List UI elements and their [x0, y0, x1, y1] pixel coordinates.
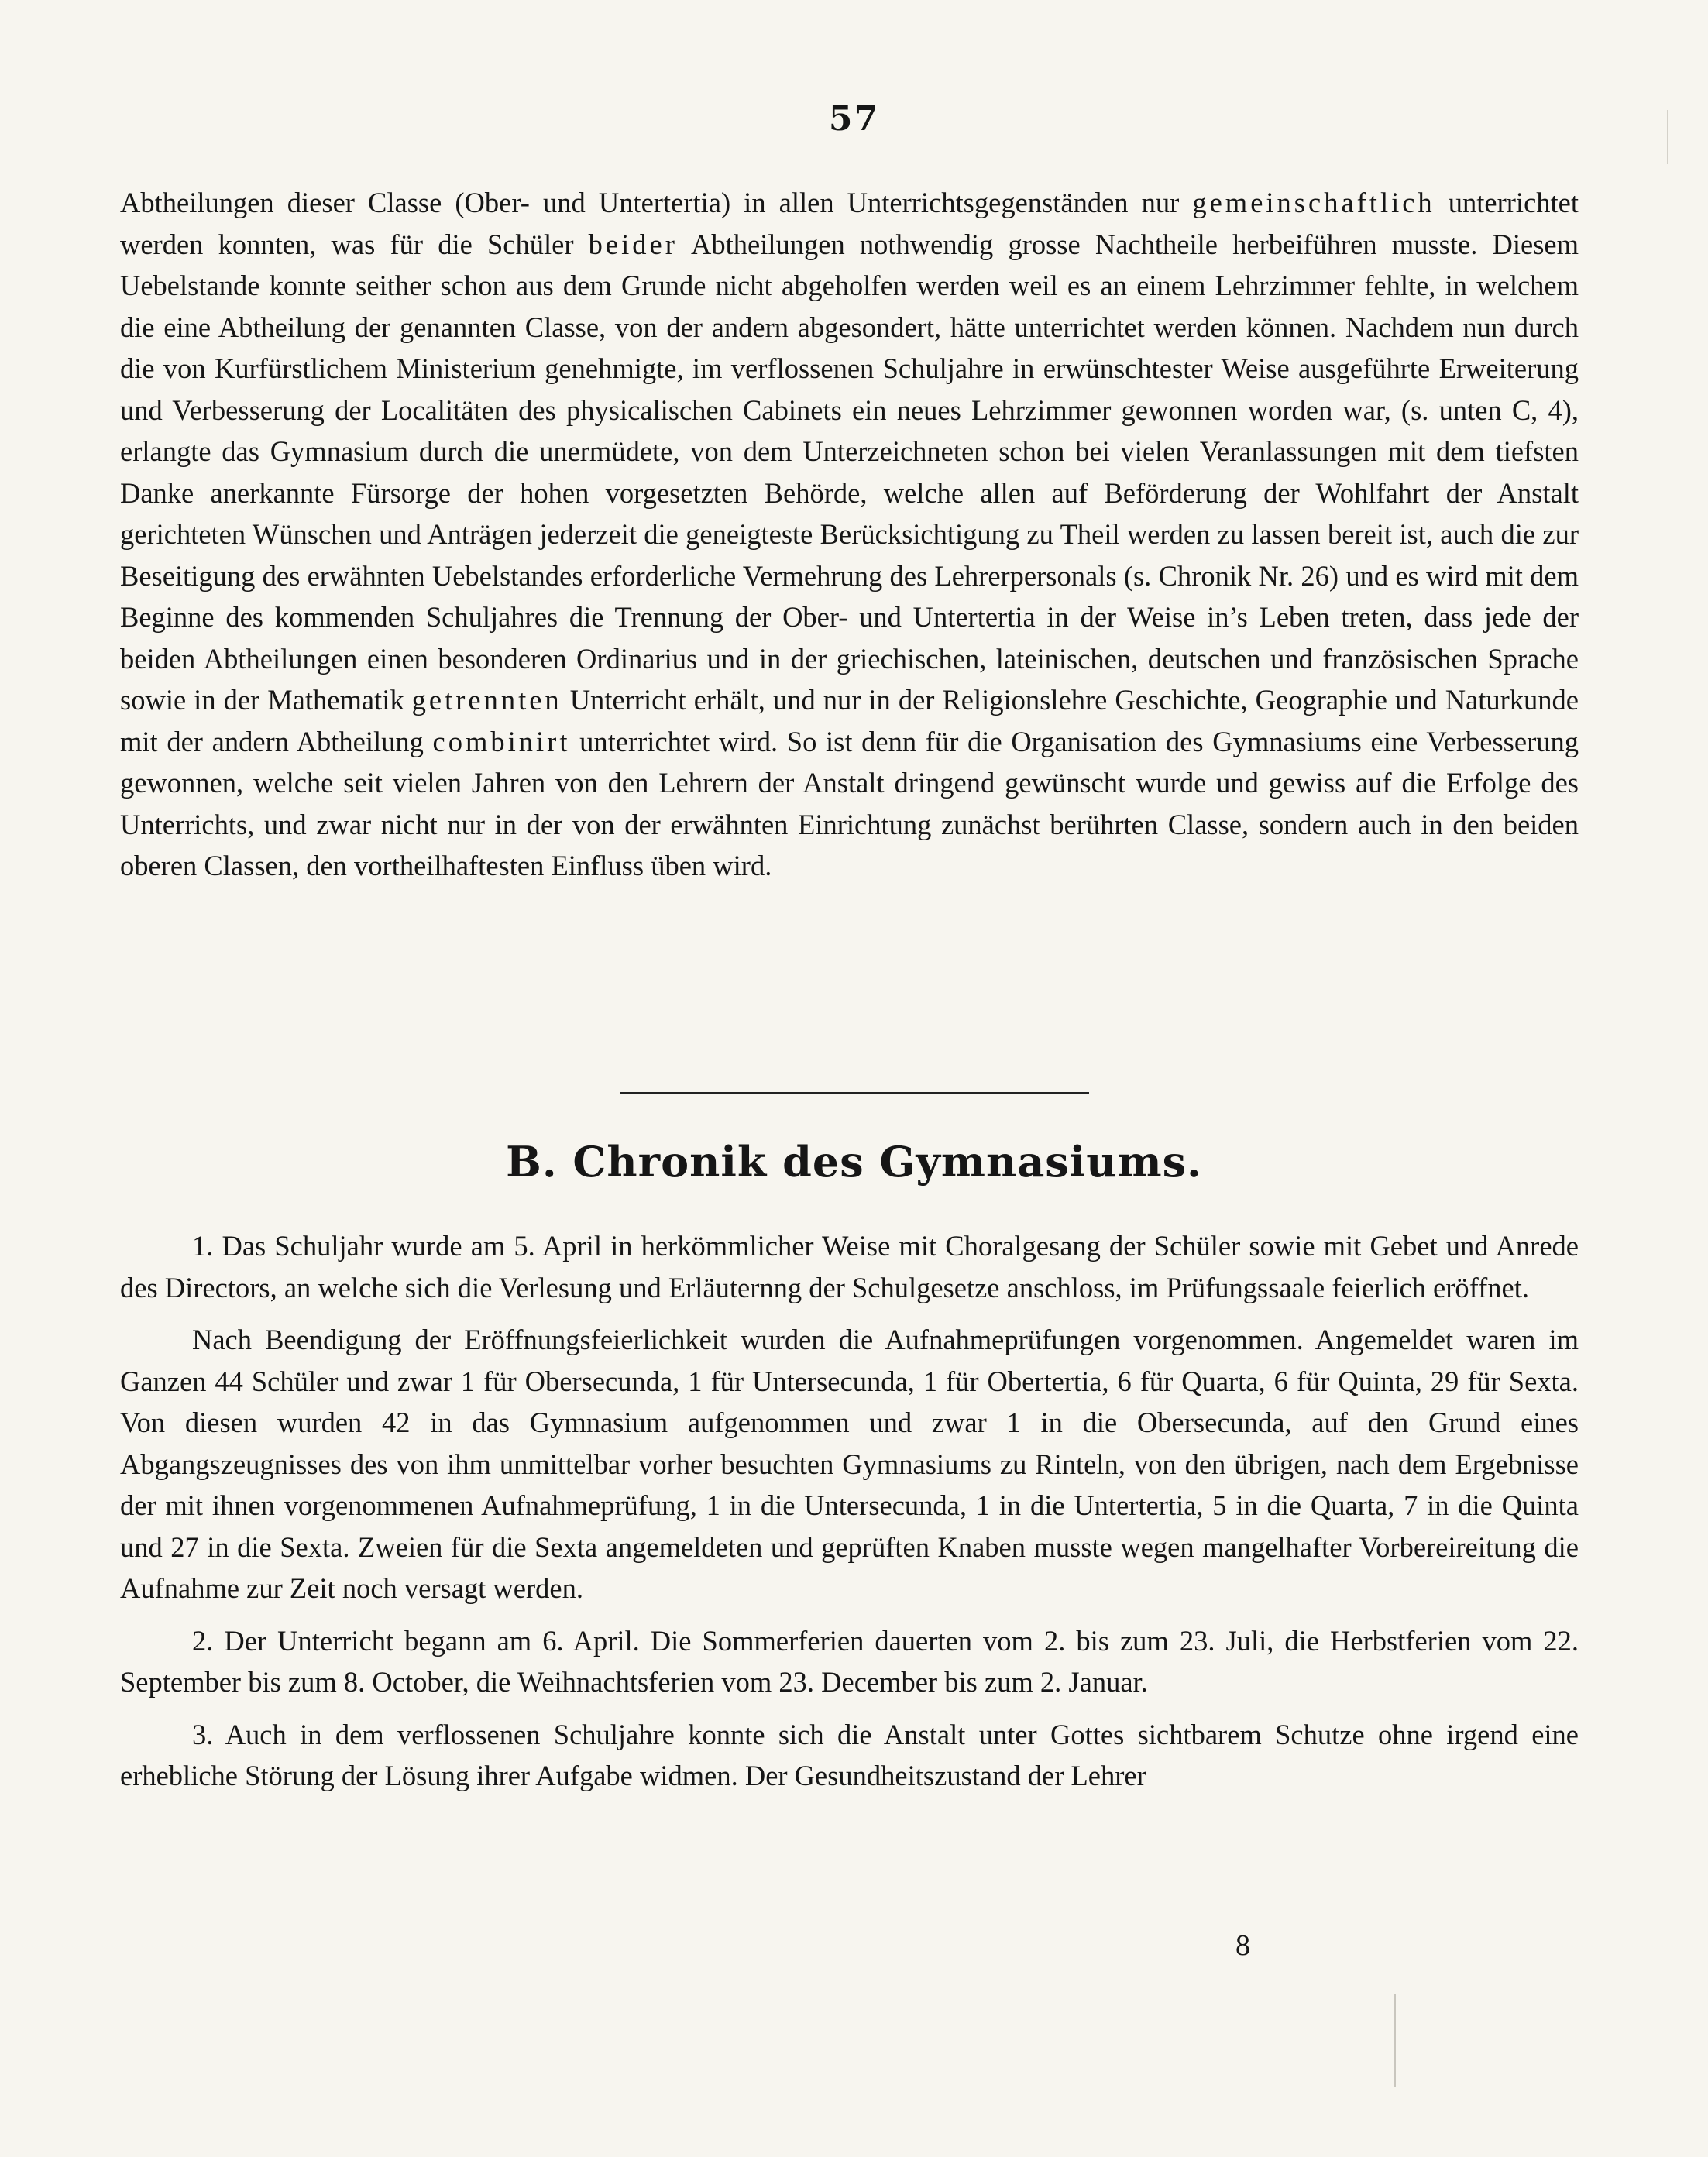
chronik-text-block	[120, 1225, 1579, 1808]
top-text-block	[120, 182, 1579, 887]
chronik-paragraph-admissions: Nach Beendigung der Eröffnungsfeierlichkeit wurden die Aufnahmeprüfungen vorgenommen. Angemeldet waren im Ganzen 44 Schüler und zwar 1 für Obersecunda, 1 für Untersecunda, 1 für Obertertia, 6 für Quarta, 6 für Quinta, 29 für Sexta. Von diesen wurden 42 in das Gymnasium aufgenommen und zwar 1 in die Obersecunda, auf den Grund eines Abgangszeugnisses des von ihm unmittelbar vorher besuchten Gymnasiums zu Rinteln, von den übrigen, nach dem Ergebnisse der mit ihnen vorgenommenen Aufnahmeprüfung, 1 in die Untersecunda, 1 in die Untertertia, 5 in die Quarta, 7 in die Quinta und 27 in die Sexta. Zweien für die Sexta angemeldeten und geprüften Knaben musste wegen mangelhafter Vorbereireitung die Aufnahme zur Zeit noch versagt werden.	[120, 1324, 1579, 1604]
text-run: Unterricht erhält, und nur in der Religionslehre Geschichte, Geographie und Naturkunde mit der andern Abtheilung	[120, 684, 1579, 757]
text-run: Abtheilungen nothwendig grosse Nachtheile herbeiführen musste. Diesem Uebelstande konnte seither schon aus dem Grunde nicht abgeholfen werden weil es an einem Lehrzimmer fehlte, in welchem die eine Abtheilung der genannten Classe, von der andern abgesondert, hätte unterrichtet werden können. Nachdem nun durch die von Kurfürstlichem Ministerium genehmigte, im verflossenen Schuljahre in erwünschtester Weise ausgeführte Erweiterung und Verbesserung der Localitäten des physicalischen Cabinets ein neues Lehrzimmer gewonnen worden war, (s. unten C, 4), erlangte das Gymnasium durch die unermüdete, von dem Unterzeichneten schon bei vielen Veranlassungen mit dem tiefsten Danke anerkannte Fürsorge der hohen vorgesetzten Behörde, welche allen auf Beförderung der Wohlfahrt der Anstalt gerichteten Wünschen und Anträgen jederzeit die geneigteste Berücksichtigung zu Theil werden zu lassen bereit ist, auch die zur Beseitigung des erwähnten Uebelstandes erforderliche Vermehrung des Lehrerpersonals (s. Chronik Nr. 26) und es wird mit dem Beginne des kommenden Schuljahres die Trennung der Ober- und Untertertia in der Weise in’s Leben treten, dass jede der beiden Abtheilungen einen besonderen Ordinarius und in der griechischen, lateinischen, deutschen und französischen Sprache sowie in der Mathematik	[120, 228, 1579, 716]
section-heading: B. Chronik des Gymnasiums.	[506, 1137, 1202, 1187]
emphasis-spaced: combinirt	[432, 725, 571, 757]
signature-mark: 8	[1235, 1929, 1250, 1962]
text-run: unterrichtet werden konnten, was für die Schüler	[120, 187, 1579, 260]
chronik-paragraph-2: 2. Der Unterricht begann am 6. April. Die Sommerferien dauerten vom 2. bis zum 23. Juli, die Herbstferien vom 22. September bis zum 8. October, die Weihnachtsferien vom 23. December bis zum 2. Januar.	[120, 1624, 1579, 1698]
emphasis-spaced: gemeinschaftlich	[1192, 187, 1435, 218]
scan-artifact	[1667, 110, 1668, 164]
chronik-paragraph-3: 3. Auch in dem verflossenen Schuljahre konnte sich die Anstalt unter Gottes sichtbarem Schutze ohne irgend eine erhebliche Störung der Lösung ihrer Aufgabe widmen. Der Gesundheitszustand der Lehrer	[120, 1718, 1579, 1791]
page-number: 57	[828, 99, 880, 139]
paragraph-tertia-division	[120, 182, 1579, 887]
emphasis-spaced: getrennten	[411, 684, 562, 716]
text-run: unterrichtet wird. So ist denn für die Organisation des Gymnasiums eine Verbesserung gewonnen, welche seit vielen Jahren von den Lehrern der Anstalt dringend gewünscht wurde und gewiss auf die Erfolge des Unterrichts, und zwar nicht nur in der von der erwähnten Einrichtung zunächst berührten Classe, sondern auch in den beiden oberen Classen, den vortheilhaftesten Einfluss üben wird.	[120, 725, 1579, 881]
emphasis-spaced: beider	[588, 228, 678, 260]
scan-artifact	[1394, 1994, 1396, 2087]
text-run: Abtheilungen dieser Classe (Ober- und Untertertia) in allen Unterrichtsgegenständen nur	[120, 187, 1193, 218]
chronik-paragraph-1: 1. Das Schuljahr wurde am 5. April in herkömmlicher Weise mit Choralgesang der Schüler sowie mit Gebet und Anrede des Directors, an welche sich die Verlesung und Erläuternng der Schulgesetze anschloss, im Prüfungssaale feierlich eröffnet.	[120, 1230, 1579, 1303]
section-divider	[620, 1092, 1089, 1094]
